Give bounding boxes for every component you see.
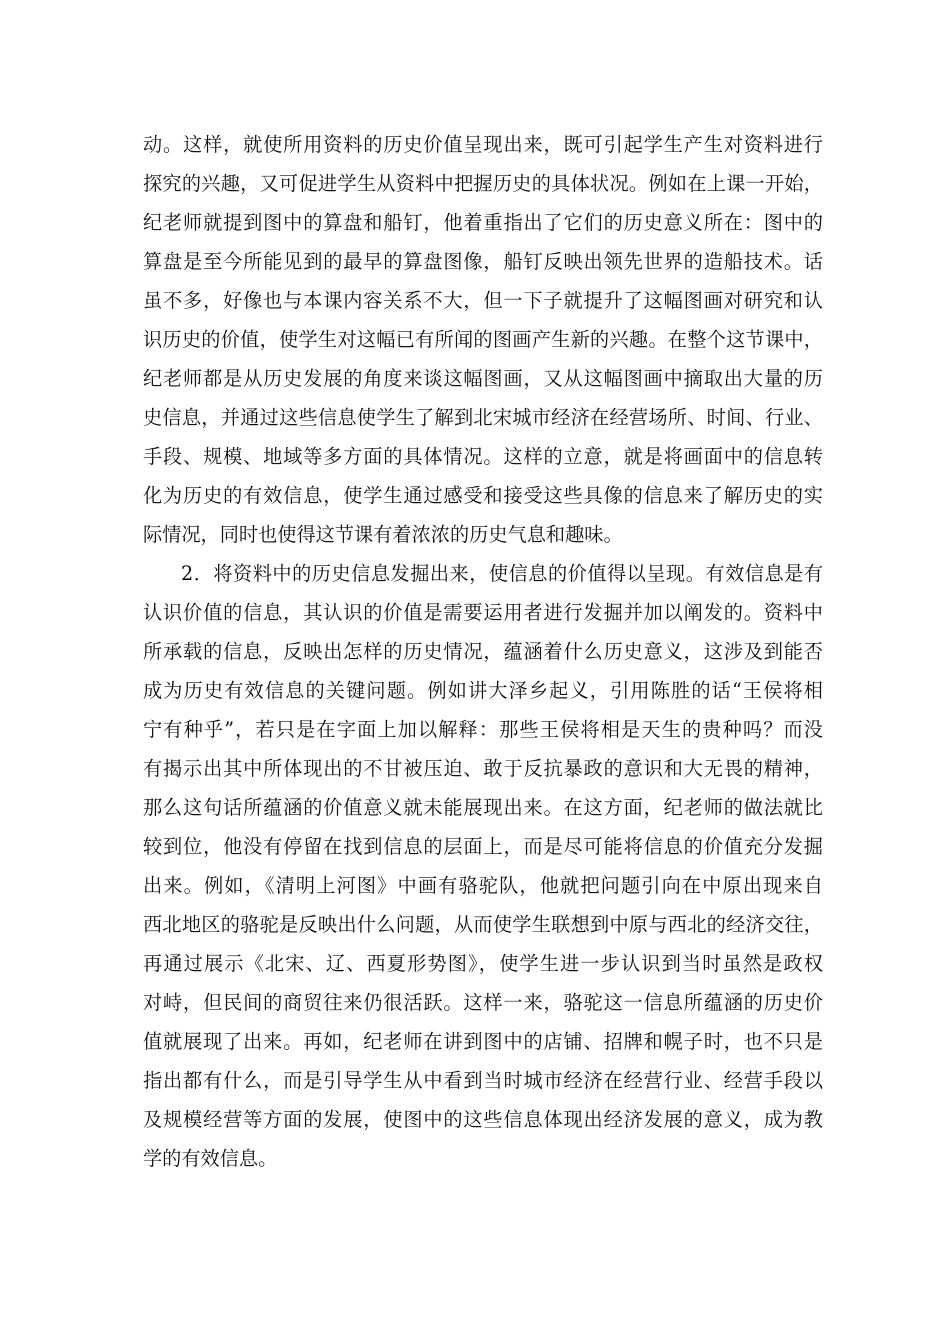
paragraph-line: 出来。例如，《清明上河图》中画有骆驼队，他就把问题引向在中原出现来自 <box>143 874 823 897</box>
paragraph-line: 西北地区的骆驼是反映出什么问题，从而使学生联想到中原与西北的经济交往， <box>143 913 823 936</box>
paragraph-line: 学的有效信息。 <box>143 1147 278 1170</box>
paragraph-line: 识历史的价值，使学生对这幅已有所闻的图画产生新的兴趣。在整个这节课中， <box>143 328 823 351</box>
paragraph-line: 探究的兴趣，又可促进学生从资料中把握历史的具体状况。例如在上课一开始， <box>143 172 823 195</box>
paragraph-line: 算盘是至今所能见到的最早的算盘图像，船钉反映出领先世界的造船技术。话 <box>143 250 823 273</box>
paragraph-line: 虽不多，好像也与本课内容关系不大，但一下子就提升了这幅图画对研究和认 <box>143 289 823 312</box>
paragraph-2 <box>143 554 823 1178</box>
paragraph-line: 值就展现了出来。再如，纪老师在讲到图中的店铺、招牌和幌子时，也不只是 <box>143 1030 823 1053</box>
paragraph-line: 所承载的信息，反映出怎样的历史情况，蕴涵着什么历史意义，这涉及到能否 <box>143 640 823 663</box>
paragraph-line: 宁有种乎”，若只是在字面上加以解释：那些王侯将相是天生的贵种吗？而没 <box>143 718 823 741</box>
paragraph-line: 动。这样，就使所用资料的历史价值呈现出来，既可引起学生产生对资料进行 <box>143 133 823 156</box>
paragraph-line: 纪老师就提到图中的算盘和船钉，他着重指出了它们的历史意义所在：图中的 <box>143 211 823 234</box>
paragraph-line: 指出都有什么，而是引导学生从中看到当时城市经济在经营行业、经营手段以 <box>143 1069 823 1092</box>
paragraph-line: 较到位，他没有停留在找到信息的层面上，而是尽可能将信息的价值充分发掘 <box>143 835 823 858</box>
body-text <box>143 125 823 1178</box>
paragraph-1 <box>143 125 823 554</box>
paragraph-line: 史信息，并通过这些信息使学生了解到北宋城市经济在经营场所、时间、行业、 <box>143 406 823 429</box>
paragraph-line: 纪老师都是从历史发展的角度来谈这幅图画，又从这幅图画中摘取出大量的历 <box>143 367 823 390</box>
paragraph-line: 那么这句话所蕴涵的价值意义就未能展现出来。在这方面，纪老师的做法就比 <box>143 796 823 819</box>
paragraph-line: 成为历史有效信息的关键问题。例如讲大泽乡起义，引用陈胜的话“王侯将相 <box>143 679 823 702</box>
paragraph-line: 际情况，同时也使得这节课有着浓浓的历史气息和趣味。 <box>143 523 623 546</box>
paragraph-line: 对峙，但民间的商贸往来仍很活跃。这样一来，骆驼这一信息所蕴涵的历史价 <box>143 991 823 1014</box>
paragraph-line: 再通过展示《北宋、辽、西夏形势图》，使学生进一步认识到当时虽然是政权 <box>143 952 823 975</box>
paragraph-line: 化为历史的有效信息，使学生通过感受和接受这些具像的信息来了解历史的实 <box>143 484 823 507</box>
paragraph-line: 认识价值的信息，其认识的价值是需要运用者进行发掘并加以阐发的。资料中 <box>143 601 823 624</box>
paragraph-line: 2．将资料中的历史信息发掘出来，使信息的价值得以呈现。有效信息是有 <box>181 562 823 585</box>
paragraph-line: 有揭示出其中所体现出的不甘被压迫、敢于反抗暴政的意识和大无畏的精神， <box>143 757 823 780</box>
paragraph-line: 及规模经营等方面的发展，使图中的这些信息体现出经济发展的意义，成为教 <box>143 1108 823 1131</box>
paragraph-line: 手段、规模、地域等多方面的具体情况。这样的立意，就是将画面中的信息转 <box>143 445 823 468</box>
